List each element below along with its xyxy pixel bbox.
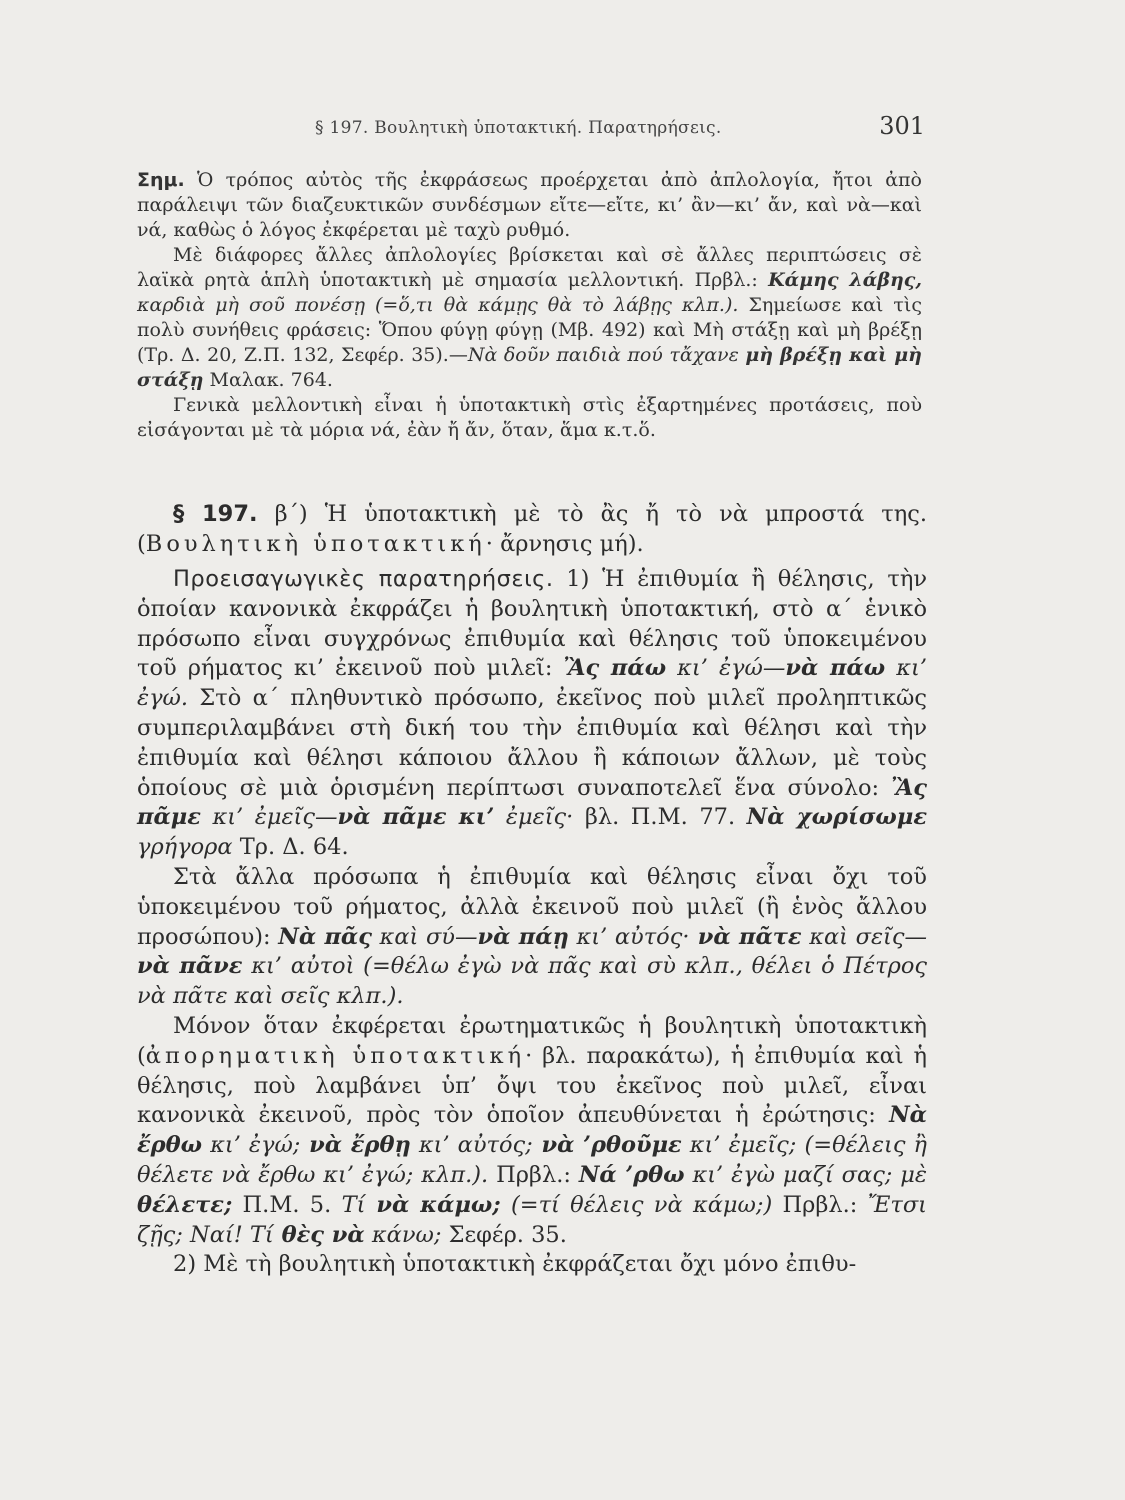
main-text — [137, 565, 927, 1280]
subheading: Προεισαγωγικὲς παρατηρήσεις. — [173, 566, 554, 592]
note-paragraph-1: Σημ. Ὁ τρόπος αὐτὸς τῆς ἐκφράσεως προέρχεται ἀπὸ ἀπλολογία, ἤτοι ἀπὸ παράλειψι τῶν διαζευκτικῶν συνδέσμων εἴτε—εἴτε, κι’ ἂν—κι’ ἄν, καὶ νὰ—καὶ νά, καθὼς ὁ λόγος ἐκφέρεται μὲ ταχὺ ρυθμό. — [137, 169, 922, 241]
section-number: § 197. — [173, 501, 258, 527]
note-block — [137, 168, 922, 443]
section-title: § 197. β΄) Ἡ ὑποτακτικὴ μὲ τὸ ἂς ἤ τὸ νὰ μπροστά της. (Βουλητικὴ ὑποτακτική· ἄρνησις μή). — [137, 501, 927, 557]
section-heading — [137, 500, 927, 560]
note-paragraph-2: Μὲ διάφορες ἄλλες ἀπλολογίες βρίσκεται καὶ σὲ ἄλλες περιπτώσεις σὲ λαϊκὰ ρητὰ ἁπλὴ ὑποτακτικὴ μὲ σημασία μελλοντική. Πρβλ.: Κάμης λάβης, καρδιὰ μὴ σοῦ πονέσῃ (=ὅ,τι θὰ κάμῃς θὰ τὸ λάβῃς κλπ.). Σημείωσε καὶ τὶς πολὺ συνήθεις φράσεις: Ὅπου φύγῃ φύγῃ (Μβ. 492) καὶ Μὴ στάξῃ καὶ μὴ βρέξῃ (Τρ. Δ. 20, Ζ.Π. 132, Σεφέρ. 35).—Νὰ δοῦν παιδιὰ πού τἄχανε μὴ βρέξῃ καὶ μὴ στάξῃ Μαλακ. 764. — [137, 244, 923, 391]
page-number: 301 — [879, 112, 925, 140]
note-paragraph-3: Γενικὰ μελλοντικὴ εἶναι ἡ ὑποτακτικὴ στὶς ἐξαρτημένες προτάσεις, ποὺ εἰσάγονται μὲ τὰ μόρια νά, ἐὰν ἤ ἄν, ὅταν, ἅμα κ.τ.ὅ. — [137, 394, 922, 441]
running-title: § 197. Βουλητικὴ ὑποτακτική. Παρατηρήσεις. — [315, 118, 722, 138]
paragraph-2: Στὰ ἄλλα πρόσωπα ἡ ἐπιθυμία καὶ θέλησις εἶναι ὄχι τοῦ ὑποκειμένου τοῦ ρήματος, ἀλλὰ ἐκεινοῦ ποὺ μιλεῖ (ἢ ἑνὸς ἄλλου προσώπου): Νὰ πᾶς καὶ σύ—νὰ πάῃ κι’ αὐτός· νὰ πᾶτε καὶ σεῖς—νὰ πᾶνε κι’ αὐτοὶ (=θέλω ἐγὼ νὰ πᾶς καὶ σὺ κλπ., θέλει ὁ Πέτρος νὰ πᾶτε καὶ σεῖς κλπ.). — [137, 863, 927, 1010]
paragraph-1: Προεισαγωγικὲς παρατηρήσεις. 1) Ἡ ἐπιθυμία ἢ θέλησις, τὴν ὁποίαν κανονικὰ ἐκφράζει ἡ βουλητικὴ ὑποτακτική, στὸ α΄ ἑνικὸ πρόσωπο εἶναι συγχρόνως ἐπιθυμία καὶ θέλησις τοῦ ὑποκειμένου τοῦ ρήματος κι’ ἐκεινοῦ ποὺ μιλεῖ: Ἂς πάω κι’ ἐγώ—νὰ πάω κι’ ἐγώ. Στὸ α΄ πληθυντικὸ πρόσωπο, ἐκεῖνος ποὺ μιλεῖ προληπτικῶς συμπεριλαμβάνει στὴ δική του τὴν ἐπιθυμία καὶ θέλησι καὶ τὴν ἐπιθυμία καὶ θέλησι κάποιου ἄλλου ἢ κάποιων ἄλλων, μὲ τοὺς ὁποίους σὲ μιὰ ὁρισμένη περίπτωσι συναποτελεῖ ἕνα σύνολο: Ἂς πᾶμε κι’ ἐμεῖς—νὰ πᾶμε κι’ ἐμεῖς· βλ. Π.Μ. 77. Νὰ χωρίσωμε γρήγορα Τρ. Δ. 64. — [137, 566, 928, 861]
paragraph-4: 2) Μὲ τὴ βουλητικὴ ὑποτακτικὴ ἐκφράζεται ὄχι μόνο ἐπιθυ- — [173, 1251, 857, 1278]
note-label: Σημ. — [137, 169, 185, 191]
paragraph-3: Μόνον ὅταν ἐκφέρεται ἐρωτηματικῶς ἡ βουλητικὴ ὑποτακτικὴ (ἀπορηματικὴ ὑποτακτική· βλ. παρακάτω), ἡ ἐπιθυμία καὶ ἡ θέλησις, ποὺ λαμβάνει ὑπ’ ὄψι του ἐκεῖνος ποὺ μιλεῖ, εἶναι κανονικὰ ἐκεινοῦ, πρὸς τὸν ὁποῖον ἀπευθύνεται ἡ ἐρώτησις: Νὰ ἔρθω κι’ ἐγώ; νὰ ἔρθῃ κι’ αὐτός; νὰ ’ρθοῦμε κι’ ἐμεῖς; (=θέλεις ἢ θέλετε νὰ ἔρθω κι’ ἐγώ; κλπ.). Πρβλ.: Νά ’ρθω κι’ ἐγὼ μαζί σας; μὲ θέλετε; Π.Μ. 5. Τί νὰ κάμω; (=τί θέλεις νὰ κάμω;) Πρβλ.: Ἔτσι ζῇς; Ναί! Τί θὲς νὰ κάνω; Σεφέρ. 35. — [137, 1012, 928, 1248]
